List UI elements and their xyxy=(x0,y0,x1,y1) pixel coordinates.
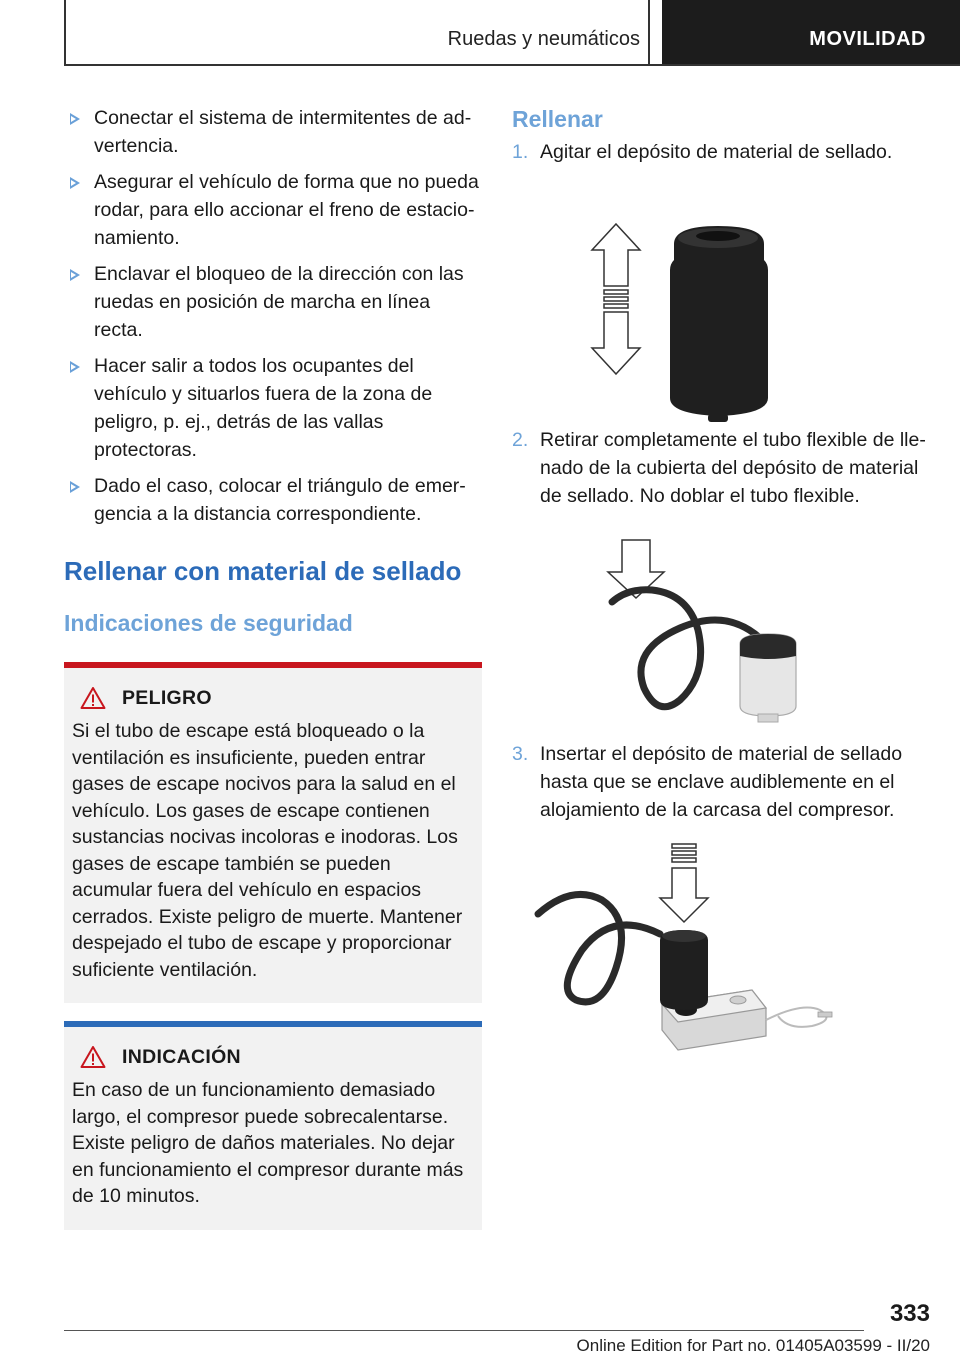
notice-header xyxy=(72,1045,474,1069)
danger-text: Si el tubo de escape está bloqueado o la ventilación es insuficiente, pueden entrar gases de escape nocivos para la salud en el vehículo. Los gases de escape contienen sustancias nocivas incoloras e inodoras. Los gases de escape también se pueden acumular fuera del vehículo en espacios cerrados. Existe peligro de muerte. Mantener despejado el tubo de escape y proporcionar suficiente ventilación. xyxy=(72,720,463,981)
footer-edition: Online Edition for Part no. 01405A03599 - II/20 xyxy=(576,1336,930,1355)
triangle-bullet-icon xyxy=(70,481,80,493)
list-item: Dado el caso, colocar el triángulo de emergencia a la distancia correspondiente. xyxy=(64,472,482,528)
notice-text: En caso de un funcionamiento demasiado largo, el compresor puede sobrecalentarse. Existe peligro de daños materiales. No dejar en funcionamiento el compresor durante más de 10 minutos. xyxy=(72,1079,464,1207)
header-divider xyxy=(648,0,650,66)
step-item xyxy=(512,426,930,510)
step-item xyxy=(512,740,930,824)
triangle-bullet-icon xyxy=(70,361,80,373)
steps-list xyxy=(512,138,930,166)
notice-box xyxy=(64,1021,482,1230)
list-item: Asegurar el vehículo de forma que no pueda rodar, para ello accionar el freno de estacionamiento. xyxy=(64,168,482,252)
header-chapter-tab xyxy=(662,0,960,64)
refill-heading: Rellenar xyxy=(512,106,603,132)
warning-triangle-icon xyxy=(80,686,106,710)
danger-box xyxy=(64,662,482,1003)
page-number: 333 xyxy=(889,1300,930,1327)
list-item: Enclavar el bloqueo de la dirección con las ruedas en posición de marcha en línea recta. xyxy=(64,260,482,344)
list-item: Hacer salir a todos los ocupantes del vehículo y situarlos fuera de la zona de peligro, p. ej., detrás de las vallas protectoras. xyxy=(64,352,482,464)
steps-list xyxy=(512,426,930,510)
section-heading: Rellenar con material de sellado xyxy=(64,556,462,586)
right-column xyxy=(512,104,930,1064)
remove-hose-illustration xyxy=(512,510,930,740)
steps-list xyxy=(512,740,930,824)
insert-canister-illustration xyxy=(512,824,930,1064)
step-number: 2. xyxy=(512,429,529,451)
section-subheading: Indicaciones de seguridad xyxy=(64,610,353,636)
step-text: Agitar el depósito de material de sellado. xyxy=(540,141,893,163)
triangle-bullet-icon xyxy=(70,177,80,189)
list-item: Conectar el sistema de intermitentes de advertencia. xyxy=(64,104,482,160)
danger-header xyxy=(72,686,474,710)
hose-line xyxy=(538,894,660,1001)
double-arrow-icon xyxy=(592,224,640,374)
step-text: Retirar completamente el tubo flexible de llenado de la cubierta del depósito de material de sellado. No doblar el tubo flexible. xyxy=(540,429,926,507)
shake-canister-illustration xyxy=(512,166,930,426)
header-section-title: Ruedas y neumáticos xyxy=(447,28,640,50)
step-text: Insertar el depósito de material de sellado hasta que se enclave audiblemente en el alojamiento de la carcasa del compresor. xyxy=(540,743,903,821)
chapter-label: MOVILIDAD xyxy=(809,28,926,50)
step-number: 3. xyxy=(512,743,529,765)
danger-title: PELIGRO xyxy=(122,686,212,709)
triangle-bullet-icon xyxy=(70,113,80,125)
step-item xyxy=(512,138,930,166)
preparation-list xyxy=(64,104,482,528)
step-number: 1. xyxy=(512,141,529,163)
footer-rule xyxy=(64,1330,864,1331)
warning-triangle-icon xyxy=(80,1045,106,1069)
notice-title: INDICACIÓN xyxy=(122,1045,241,1068)
header-rule xyxy=(64,64,960,66)
header-left-rule xyxy=(64,0,66,66)
hose-line xyxy=(612,590,760,707)
white-canister-icon xyxy=(740,634,796,722)
left-column xyxy=(64,104,482,1230)
sealant-canister-icon xyxy=(660,930,708,1010)
sealant-canister-icon xyxy=(670,226,768,422)
down-arrow-icon xyxy=(660,844,708,922)
triangle-bullet-icon xyxy=(70,269,80,281)
